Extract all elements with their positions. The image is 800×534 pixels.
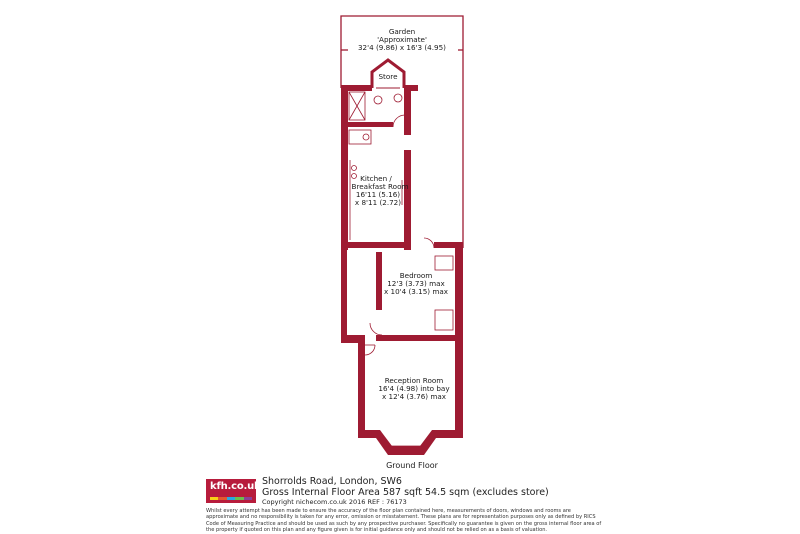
garden-name: Garden (388, 27, 416, 36)
kfh-logo (206, 479, 261, 503)
reception-dims-2: x 12'4 (3.76) max (381, 392, 447, 401)
bedroom-name: Bedroom (399, 271, 433, 280)
kitchen-name-2: Breakfast Room (351, 182, 409, 191)
garden-note: 'Approximate' (377, 35, 427, 44)
garden-dims: 32'4 (9.86) x 16'3 (4.95) (357, 43, 447, 52)
logo-color-bars (210, 497, 252, 500)
bedroom-dims-1: 12'3 (3.73) max (387, 279, 445, 288)
kitchen-dims-1: 16'11 (5.16) (355, 190, 401, 199)
kitchen-name-1: Kitchen / (360, 174, 392, 183)
logo-text: kfh.co.uk (210, 481, 261, 492)
kitchen-dims-2: x 8'11 (2.72) (354, 198, 402, 207)
gross-internal-area: Gross Internal Floor Area 587 sqft 54.5 sqm (excludes store) (262, 487, 549, 498)
disclaimer-text: Whilst every attempt has been made to ensure the accuracy of the floor plan contained here, measurements of doors, windows and rooms are approximate and no responsibility is taken for any error, omission or misstatement. These plans are for representation purposes only as defined by RICS Code of Measuring Practice and should be used as such by any prospective purchaser. Specifically no guarantee is given on the gross internal floor area of the property if quoted on this plan and any figure given is for initial guidance only and should not be relied on as a basis of valuation. (206, 508, 602, 534)
copyright-text: Copyright nichecom.co.uk 2016 REF : 76173 (262, 498, 407, 506)
store-name: Store (378, 72, 398, 81)
floor-label: Ground Floor (386, 461, 438, 470)
bedroom-dims-2: x 10'4 (3.15) max (383, 287, 449, 296)
property-address: Shorrolds Road, London, SW6 (262, 476, 402, 487)
reception-name: Reception Room (384, 376, 444, 385)
reception-dims-1: 16'4 (4.98) into bay (378, 384, 450, 393)
